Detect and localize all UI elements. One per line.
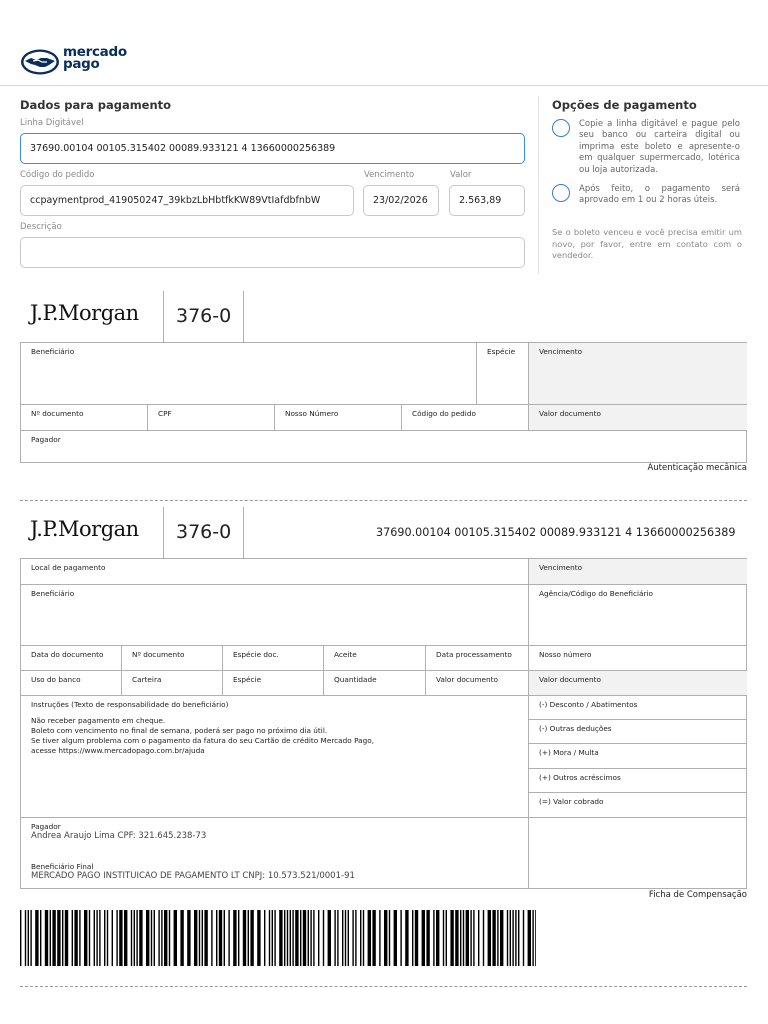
barcode-bar — [287, 910, 288, 966]
receipt-n-documento: Nº documento — [20, 404, 147, 430]
barcode-bar — [104, 910, 105, 966]
barcode-bar — [497, 910, 498, 966]
barcode-bar — [204, 910, 207, 966]
autenticacao-mecanica: Autenticação mecânica — [647, 463, 747, 473]
description-field[interactable] — [20, 237, 525, 268]
receipt-grid — [20, 342, 747, 463]
barcode-bar — [174, 910, 177, 966]
slip-beneficiario: Beneficiário — [20, 584, 528, 645]
barcode-bar — [89, 910, 90, 966]
slip-local-pagamento: Local de pagamento — [20, 558, 528, 584]
barcode-bar — [74, 910, 77, 966]
barcode-bar — [131, 910, 132, 966]
barcode-bar — [139, 910, 142, 966]
slip-valor-documento-col: Valor documento — [425, 670, 528, 695]
barcode-bar — [368, 910, 371, 966]
barcode-bar — [136, 910, 137, 966]
instrucao-line: acesse https://www.mercadopago.com.br/ajuda — [31, 746, 205, 755]
page-header — [0, 0, 768, 86]
barcode-bar — [233, 910, 236, 966]
barcode-bar — [518, 910, 519, 966]
barcode-bar — [334, 910, 335, 966]
barcode-bar — [65, 910, 68, 966]
barcode-bar — [523, 910, 524, 966]
barcode-bar — [300, 910, 301, 966]
brand-line1: mercado — [63, 44, 127, 60]
barcode-bar — [99, 910, 100, 966]
cut-line-bottom — [20, 986, 747, 987]
barcode-bar — [84, 910, 87, 966]
slip-uso-banco: Uso do banco — [20, 670, 121, 695]
barcode-bar — [436, 910, 439, 966]
brand-line2: pago — [63, 56, 100, 72]
barcode-bar — [394, 910, 397, 966]
barcode-bar — [532, 910, 533, 966]
barcode-bar — [264, 910, 265, 966]
barcode-bar — [194, 910, 197, 966]
barcode-bar — [30, 910, 31, 966]
barcode-bar — [62, 910, 63, 966]
divider — [163, 291, 164, 343]
divider — [243, 291, 244, 343]
barcode-bar — [96, 910, 97, 966]
barcode-bar — [473, 910, 474, 966]
receipt-beneficiario: Beneficiário — [20, 342, 476, 404]
barcode-bar — [348, 910, 349, 966]
receipt-especie: Espécie — [476, 342, 528, 404]
barcode-bar — [274, 910, 275, 966]
barcode-bar — [72, 910, 73, 966]
barcode-bar — [512, 910, 513, 966]
pagador-value: Andrea Araujo Lima CPF: 321.645.238-73 — [31, 831, 207, 841]
barcode-bar — [308, 910, 309, 966]
barcode-bar — [415, 910, 418, 966]
receipt-pagador: Pagador — [20, 430, 747, 463]
bank-code-receipt: 376-0 — [176, 305, 232, 327]
mercado-pago-logo — [63, 46, 127, 70]
barcode-bar — [295, 910, 298, 966]
barcode-bar — [318, 910, 319, 966]
slip-carteira: Carteira — [121, 670, 222, 695]
barcode-bar — [52, 910, 55, 966]
barcode-bar — [219, 910, 222, 966]
barcode-bar — [279, 910, 282, 966]
barcode-bar — [116, 910, 117, 966]
slip-nosso-numero: Nosso número — [528, 645, 747, 670]
slip-mora-multa: (+) Mora / Multa — [528, 743, 747, 768]
slip-outros-acrescimos: (+) Outros acréscimos — [528, 768, 747, 792]
barcode-bar — [45, 910, 48, 966]
receipt-cpf: CPF — [147, 404, 274, 430]
barcode-bar — [372, 910, 375, 966]
barcode-bar — [187, 910, 190, 966]
barcode-bar — [384, 910, 387, 966]
barcode-bar — [389, 910, 390, 966]
divider — [243, 507, 244, 559]
barcode-bar — [412, 910, 413, 966]
barcode-bar — [50, 910, 51, 966]
slip-pagador-side — [528, 817, 747, 889]
barcode-bar — [446, 910, 447, 966]
amount-field[interactable]: 2.563,89 — [449, 185, 525, 216]
barcode-bar — [470, 910, 471, 966]
slip-instrucoes: Instruções (Texto de responsabilidade do beneficiário) Não receber pagamento em cheque. Boleto com vencimento no final de semana, poderá ser pago no próximo dia útil. Se tiver algum problema com o pagamento da fatura do seu Cartão de crédito Mercado Pago, acesse https://www.mercadopago.com.br/ajuda — [20, 695, 528, 817]
barcode-bar — [169, 910, 170, 966]
barcode-bar — [94, 910, 95, 966]
barcode-bar — [400, 910, 401, 966]
barcode-bar — [57, 910, 60, 966]
slip-quantidade: Quantidade — [323, 670, 425, 695]
barcode-bar — [199, 910, 200, 966]
slip-grid — [20, 558, 747, 889]
barcode-bar — [154, 910, 155, 966]
barcode-bar — [363, 910, 364, 966]
barcode-bar — [25, 910, 26, 966]
barcode-bar — [492, 910, 495, 966]
slip-especie: Espécie — [222, 670, 323, 695]
barcode-bar — [216, 910, 217, 966]
barcode-bar — [35, 910, 38, 966]
barcode-bar — [463, 910, 464, 966]
barcode-bar — [202, 910, 203, 966]
barcode-bar — [284, 910, 285, 966]
barcode-bar — [228, 910, 229, 966]
barcode-bar — [313, 910, 314, 966]
barcode-bar — [483, 910, 484, 966]
bank-code-slip: 376-0 — [176, 521, 232, 543]
barcode-bar — [292, 910, 293, 966]
barcode-bar — [515, 910, 516, 966]
barcode-bar — [500, 910, 503, 966]
bank-logo-slip: J.P.Morgan — [30, 517, 139, 541]
receipt-vencimento: Vencimento — [528, 342, 747, 404]
beneficiario-final-value: MERCADO PAGO INSTITUICAO DE PAGAMENTO LT CNPJ: 10.573.521/0001-91 — [31, 871, 355, 881]
slip-n-documento: Nº documento — [121, 645, 222, 670]
slip-valor-cobrado: (=) Valor cobrado — [528, 792, 747, 817]
barcode-bar — [238, 910, 239, 966]
amount-label: Valor — [450, 170, 472, 180]
barcode-bar — [535, 910, 536, 966]
option-radio-copy[interactable] — [552, 119, 570, 137]
barcode-bar — [310, 910, 311, 966]
barcode-bar — [478, 910, 479, 966]
barcode-bar — [455, 910, 458, 966]
barcode-bar — [243, 910, 246, 966]
ficha-compensacao: Ficha de Compensação — [648, 890, 747, 900]
option-copy-text: Copie a linha digitável e pague pelo seu banco ou carteira digital ou imprima este boleto e apresente-o em qualquer supermercado, lotérica ou loja autorizada. — [579, 119, 740, 175]
barcode-bar — [460, 910, 461, 966]
due-date-label: Vencimento — [364, 170, 415, 180]
receipt-codigo-pedido: Código do pedido — [401, 404, 528, 430]
barcode-bar — [337, 910, 338, 966]
beneficiario-final-label: Beneficiário Final — [31, 862, 94, 871]
barcode-bar — [433, 910, 434, 966]
barcode-bar — [507, 910, 508, 966]
barcode-bar — [211, 910, 212, 966]
cut-line — [20, 500, 747, 501]
slip-aceite: Aceite — [323, 645, 425, 670]
barcode-bar — [405, 910, 408, 966]
barcode-bar — [290, 910, 291, 966]
barcode-bar — [146, 910, 149, 966]
digitable-line-label: Linha Digitável — [20, 118, 84, 128]
barcode-bar — [443, 910, 444, 966]
slip-vencimento: Vencimento — [528, 558, 747, 584]
barcode-bar — [323, 910, 324, 966]
barcode-bar — [466, 910, 469, 966]
description-label: Descrição — [20, 222, 62, 232]
barcode-bar — [124, 910, 127, 966]
order-code-field[interactable]: ccpaymentprod_419050247_39kbzLbHbtfkKW89VtIafdbfnbW — [20, 185, 354, 216]
barcode-bar — [450, 910, 453, 966]
barcode-bar — [510, 910, 511, 966]
due-date-field[interactable]: 23/02/2026 — [363, 185, 439, 216]
barcode — [20, 910, 536, 966]
option-radio-approval[interactable] — [552, 184, 570, 202]
divider — [163, 507, 164, 559]
barcode-bar — [161, 910, 162, 966]
expired-note: Se o boleto venceu e você precisa emitir um novo, por favor, entre em contato com o vendedor. — [552, 227, 742, 261]
barcode-bar — [360, 910, 361, 966]
barcode-bar — [528, 910, 531, 966]
barcode-bar — [488, 910, 491, 966]
barcode-bar — [134, 910, 135, 966]
barcode-bar — [40, 910, 41, 966]
barcode-bar — [224, 910, 225, 966]
order-code-label: Código do pedido — [20, 170, 95, 180]
bank-logo-receipt: J.P.Morgan — [30, 301, 139, 325]
barcode-bar — [269, 910, 270, 966]
barcode-bar — [328, 910, 331, 966]
payment-data-title: Dados para pagamento — [20, 98, 172, 112]
mercado-pago-handshake-icon — [20, 48, 60, 76]
digitable-line-field[interactable]: 37690.00104 00105.315402 00089.933121 4 13660000256389 — [20, 133, 525, 164]
barcode-bar — [345, 910, 346, 966]
barcode-bar — [164, 910, 167, 966]
barcode-bar — [180, 910, 183, 966]
slip-data-documento: Data do documento — [20, 645, 121, 670]
barcode-bar — [20, 910, 21, 966]
barcode-bar — [342, 910, 343, 966]
barcode-bar — [28, 910, 29, 966]
slip-pagador: Pagador Andrea Araujo Lima CPF: 321.645.238-73 Beneficiário Final MERCADO PAGO INSTITUICAO DE PAGAMENTO LT CNPJ: 10.573.521/0001-91 — [20, 817, 528, 889]
barcode-bar — [257, 910, 260, 966]
receipt-nosso-numero: Nosso Número — [274, 404, 401, 430]
barcode-bar — [107, 910, 108, 966]
barcode-bar — [151, 910, 152, 966]
receipt-valor-documento: Valor documento — [528, 404, 747, 430]
barcode-bar — [426, 910, 429, 966]
slip-agencia-codigo: Agência/Código do Beneficiário — [528, 584, 747, 645]
slip-especie-doc: Espécie doc. — [222, 645, 323, 670]
slip-valor-documento: Valor documento — [528, 670, 747, 695]
barcode-bar — [119, 910, 122, 966]
barcode-bar — [79, 910, 80, 966]
barcode-bar — [272, 910, 273, 966]
instrucao-line: Boleto com vencimento no final de semana, poderá ser pago no próximo dia útil. — [31, 726, 328, 735]
barcode-bar — [248, 910, 249, 966]
slip-data-processamento: Data processamento — [425, 645, 528, 670]
barcode-bar — [355, 910, 356, 966]
barcode-bar — [250, 910, 253, 966]
slip-digitable-line: 37690.00104 00105.315402 00089.933121 4 13660000256389 — [376, 526, 736, 539]
barcode-bar — [422, 910, 425, 966]
barcode-bar — [379, 910, 380, 966]
barcode-bar — [158, 910, 159, 966]
payment-options-title: Opções de pagamento — [552, 98, 697, 112]
slip-outras-deducoes: (-) Outras deduções — [528, 719, 747, 743]
barcode-bar — [352, 910, 353, 966]
barcode-bar — [303, 910, 306, 966]
section-divider — [538, 96, 539, 274]
instrucao-line: Não receber pagamento em cheque. — [31, 716, 166, 725]
slip-desconto: (-) Desconto / Abatimentos — [528, 695, 747, 719]
barcode-bar — [112, 910, 113, 966]
option-approval-text: Após feito, o pagamento será aprovado em 1 ou 2 horas úteis. — [579, 184, 740, 206]
instrucao-line: Se tiver algum problema com o pagamento da fatura do seu Cartão de crédito Mercado Pago, — [31, 736, 375, 745]
